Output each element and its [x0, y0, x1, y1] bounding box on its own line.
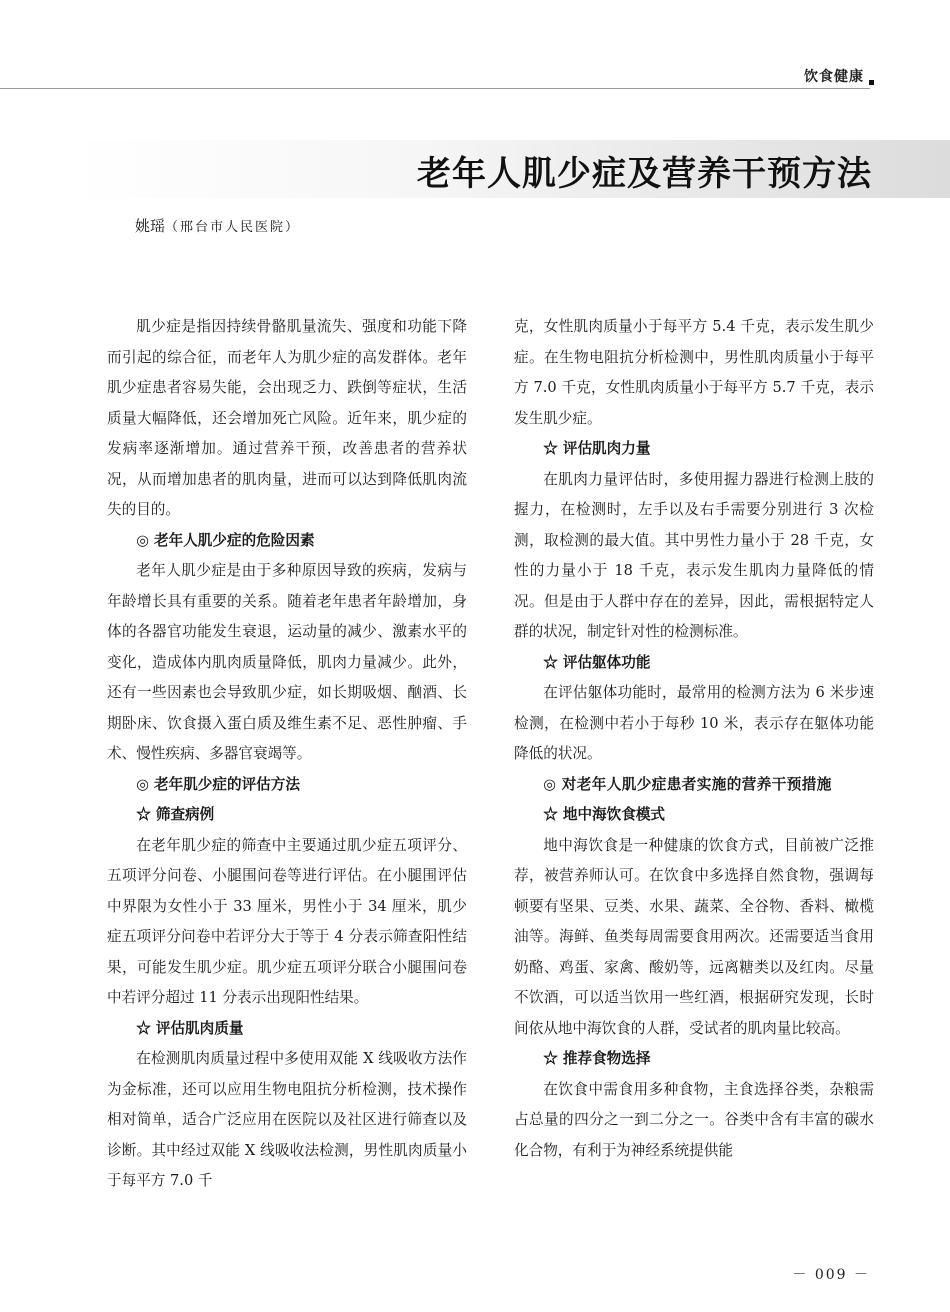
heading-risk-factors: ◎ 老年人肌少症的危险因素	[136, 531, 315, 549]
left-column	[107, 312, 467, 1197]
heading-nutrition-intervention: ◎ 对老年人肌少症患者实施的营养干预措施	[543, 775, 832, 793]
header-divider	[0, 88, 870, 89]
paragraph-muscle-mass-cont: 克，女性肌肉质量小于每平方 5.4 千克，表示发生肌少症。在生物电阻抗分析检测中，男性肌肉质量小于每平方 7.0 千克，女性肌肉质量小于每平方 5.7 千克，表示发生肌少症。	[514, 318, 874, 427]
paragraph-muscle-strength: 在肌肉力量评估时，多使用握力器进行检测上肢的握力，在检测时，左手以及右手需要分别进行 3 次检测，取检测的最大值。其中男性力量小于 28 千克，女性的力量小于 18 千克，表示发生肌肉力量降低的情况。但是由于人群中存在的差异，因此，需根据特定人群的状况，制定针对性的检测标准。	[514, 470, 874, 640]
heading-muscle-mass: ☆ 评估肌肉质量	[136, 1019, 244, 1037]
author-affiliation: （邢台市人民医院）	[165, 220, 301, 235]
heading-food-selection: ☆ 推荐食物选择	[543, 1050, 651, 1067]
paragraph-food-selection: 在饮食中需食用多种食物，主食选择谷类，杂粮需占总量的四分之一到二分之一。谷类中含有丰富的碳水化合物，有利于为神经系统提供能	[514, 1080, 874, 1159]
heading-body-function: ☆ 评估躯体功能	[543, 653, 651, 671]
paragraph-screening: 在老年肌少症的筛查中主要通过肌少症五项评分、五项评分问卷、小腿围问卷等进行评估。在小腿围评估中界限为女性小于 33 厘米，男性小于 34 厘米，肌少症五项评分问卷中若评分大于等于 4 分表示筛查阳性结果，可能发生肌少症。肌少症五项评分联合小腿围问卷中若评分超过 11 分表示出现阳性结果。	[107, 836, 467, 1006]
section-header: 饮食健康	[804, 69, 864, 85]
article-title: 老年人肌少症及营养干预方法	[417, 154, 872, 194]
page-number: － 009 －	[792, 1267, 870, 1283]
author-line	[135, 215, 300, 236]
header-square-mark	[869, 80, 874, 85]
paragraph-intro: 肌少症是指因持续骨骼肌量流失、强度和功能下降而引起的综合征，而老年人为肌少症的高发群体。老年肌少症患者容易失能，会出现乏力、跌倒等症状，生活质量大幅降低，还会增加死亡风险。近年来，肌少症的发病率逐渐增加。通过营养干预，改善患者的营养状况，从而增加患者的肌肉量，进而可以达到降低肌肉流失的目的。	[107, 318, 467, 518]
heading-mediterranean-diet: ☆ 地中海饮食模式	[543, 806, 666, 823]
paragraph-mediterranean-diet: 地中海饮食是一种健康的饮食方式，目前被广泛推荐，被营养师认可。在饮食中多选择自然食物，强调每顿要有坚果、豆类、水果、蔬菜、全谷物、香料、橄榄油等。海鲜、鱼类每周需要食用两次。还需要适当食用奶酪、鸡蛋、家禽、酸奶等，远离糖类以及红肉。尽量不饮酒，可以适当饮用一些红酒，根据研究发现，长时间依从地中海饮食的人群，受试者的肌肉量比较高。	[514, 836, 874, 1037]
paragraph-body-function: 在评估躯体功能时，最常用的检测方法为 6 米步速检测，在检测中若小于每秒 10 米，表示存在躯体功能降低的状况。	[514, 684, 874, 762]
right-column	[514, 312, 874, 1166]
heading-screening: ☆ 筛查病例	[136, 806, 215, 823]
heading-evaluation-methods: ◎ 老年肌少症的评估方法	[136, 775, 300, 793]
heading-muscle-strength: ☆ 评估肌肉力量	[543, 440, 651, 457]
paragraph-muscle-mass: 在检测肌肉质量过程中多使用双能 X 线吸收方法作为金标准，还可以应用生物电阻抗分析检测，技术操作相对简单，适合广泛应用在医院以及社区进行筛查以及诊断。其中经过双能 X 线吸收法检测，男性肌肉质量小于每平方 7.0 千	[107, 1050, 467, 1189]
paragraph-risk-factors: 老年人肌少症是由于多种原因导致的疾病，发病与年龄增长具有重要的关系。随着老年患者年龄增加，身体的各器官功能发生衰退，运动量的减少、激素水平的变化，造成体内肌肉质量降低，肌肉力量减少。此外，还有一些因素也会导致肌少症，如长期吸烟、酗酒、长期卧床、饮食摄入蛋白质及维生素不足、恶性肿瘤、手术、慢性疾病、多器官衰竭等。	[107, 562, 467, 762]
author-name: 姚瑶	[135, 217, 166, 235]
